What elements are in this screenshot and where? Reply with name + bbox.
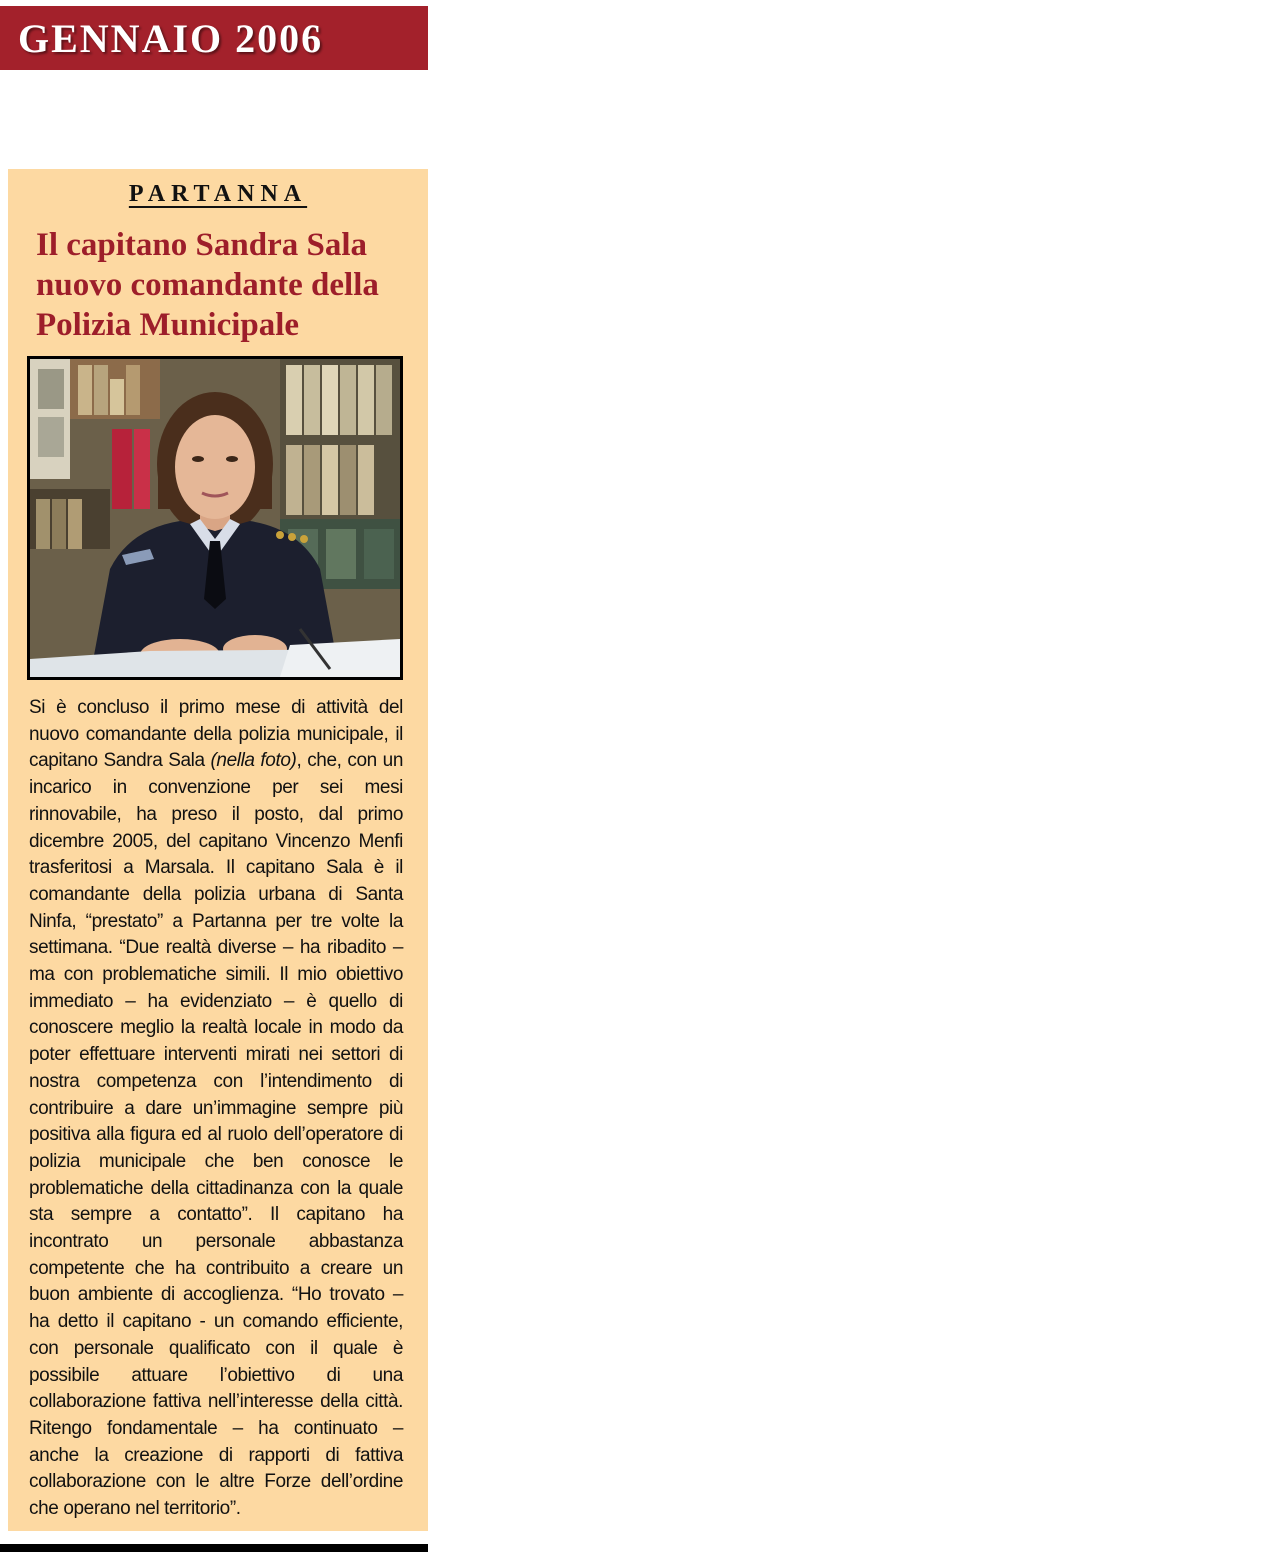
- article-box: [8, 169, 428, 1531]
- issue-date: GENNAIO 2006: [18, 15, 324, 61]
- section-label-text: PARTANNA: [128, 181, 308, 207]
- article-photo: [27, 356, 403, 680]
- article-body: [29, 695, 403, 1523]
- article-body-part2: , che, con un incarico in convenzione per sei mesi rinnovabile, ha preso il posto, dal primo dicembre 2005, del capitano Vincenzo Menfi trasferitosi a Marsala. Il capitano Sala è il comandante della polizia urbana di Santa Ninfa, “prestato” a Partanna per tre volte la settimana. “Due realtà diverse – ha ribadito – ma con problematiche simili. Il mio obiettivo immediato – ha evidenziato – è quello di conoscere meglio la realtà locale in modo da poter effettuare interventi mirati nei settori di nostra competenza con l’intendimento di contribuire a dare un’immagine sempre più positiva alla figura ed al ruolo dell’operatore di polizia municipale che ben conosce le problematiche della cittadinanza con la quale sta sempre a contatto”. Il capitano ha incontrato un personale abbastanza competente che ha contribuito a creare un buon ambiente di accoglienza. “Ho trovato – ha detto il capitano - un comando efficiente, con personale qualificato con il quale è possibile attuare l’obiettivo di una collaborazione fattiva nell’interesse della città. Ritengo fondamentale – ha continuato – anche la creazione di rapporti di fattiva collaborazione con le altre Forze dell’ordine che operano nel territorio”.: [29, 750, 403, 1520]
- article-body-part1: Si è concluso il primo mese di attività del nuovo comandante della polizia municipale, il capitano Sandra Sala: [29, 697, 403, 772]
- photo-caption-reference: (nella foto): [210, 750, 297, 772]
- section-label: [8, 181, 428, 208]
- bottom-rule: [0, 1544, 428, 1552]
- article-headline: Il capitano Sandra Sala nuovo comandante della Polizia Municipale: [36, 227, 379, 343]
- date-banner: [0, 6, 428, 70]
